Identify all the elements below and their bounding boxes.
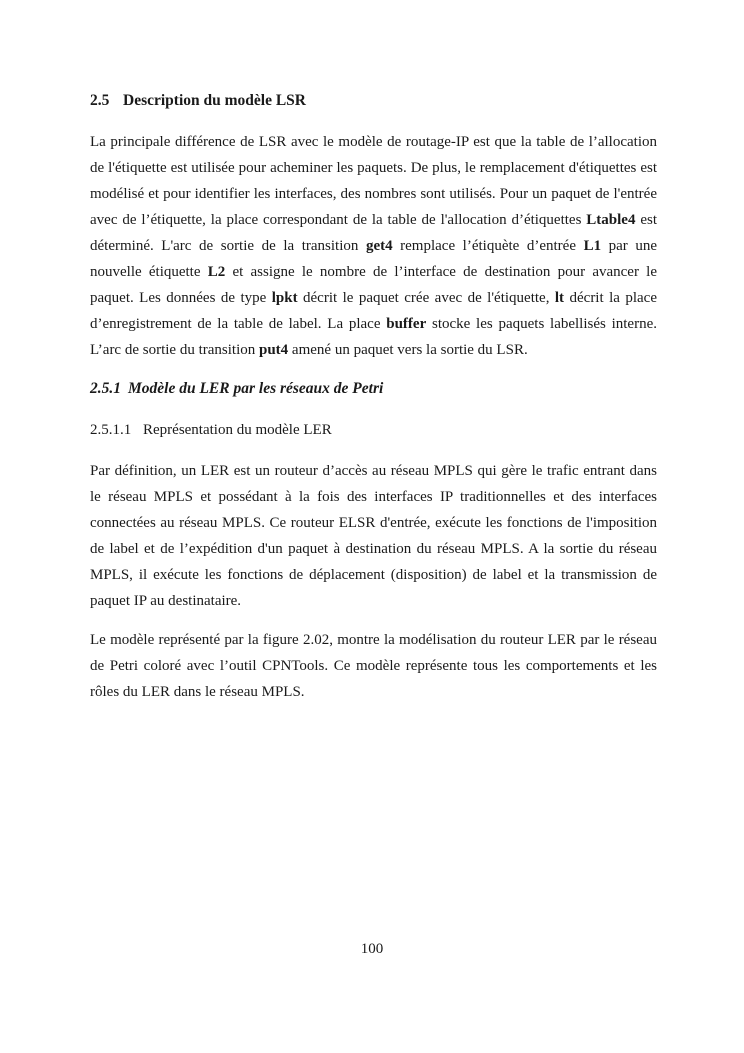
subsubsection-heading [90, 417, 657, 443]
subsubsection-title: Représentation du modèle LER [143, 422, 332, 438]
subsubsection-number: 2.5.1.1 [90, 422, 132, 438]
paragraph-ler-definition: Par définition, un LER est un routeur d’accès au réseau MPLS qui gère le trafic entrant dans le réseau MPLS et possédant à la fois des interfaces IP traditionnelles et des interfaces connectées au réseau MPLS. Ce routeur ELSR d'entrée, exécute les fonctions de l'imposition de label et de l’expédition d'un paquet à destination du réseau MPLS. A la sortie du réseau MPLS, il exécute les fonctions de déplacement (disposition) de label et la transmission de paquet IP au destinataire. [90, 463, 657, 609]
subsection-number: 2.5.1 [90, 380, 121, 397]
page-content [90, 88, 657, 718]
paragraph-lsr-description: La principale différence de LSR avec le modèle de routage-IP est que la table de l’allocation de l'étiquette est utilisée pour acheminer les paquets. De plus, le remplacement d'étiquettes est modélisé et pour identifier les interfaces, des nombres sont utilisés. Pour un paquet de l'entrée avec de l’étiquette, la place correspondant de la table de l'allocation d’étiquettes Ltable4 est déterminé. L'arc de sortie de la transition get4 remplace l’étiquète d’entrée L1 par une nouvelle étiquette L2 et assigne le nombre de l’interface de destination pour avancer le paquet. Les données de type lpkt décrit le paquet crée avec de l'étiquette, lt décrit la place d’enregistrement de la table de label. La place buffer stocke les paquets labellisés interne. L’arc de sortie du transition put4 amené un paquet vers la sortie du LSR. [90, 134, 658, 358]
section-number: 2.5 [90, 92, 110, 109]
page-number: 100 [360, 941, 384, 957]
paragraph-ler-figure: Le modèle représenté par la figure 2.02, montre la modélisation du routeur LER par le réseau de Petri coloré avec l’outil CPNTools. Ce modèle représente tous les comportements et les rôles du LER dans le réseau MPLS. [90, 632, 657, 700]
section-title: Description du modèle LSR [123, 92, 306, 109]
subsection-heading [90, 376, 657, 402]
subsection-title: Modèle du LER par les réseaux de Petri [128, 380, 384, 397]
section-heading [90, 88, 657, 114]
